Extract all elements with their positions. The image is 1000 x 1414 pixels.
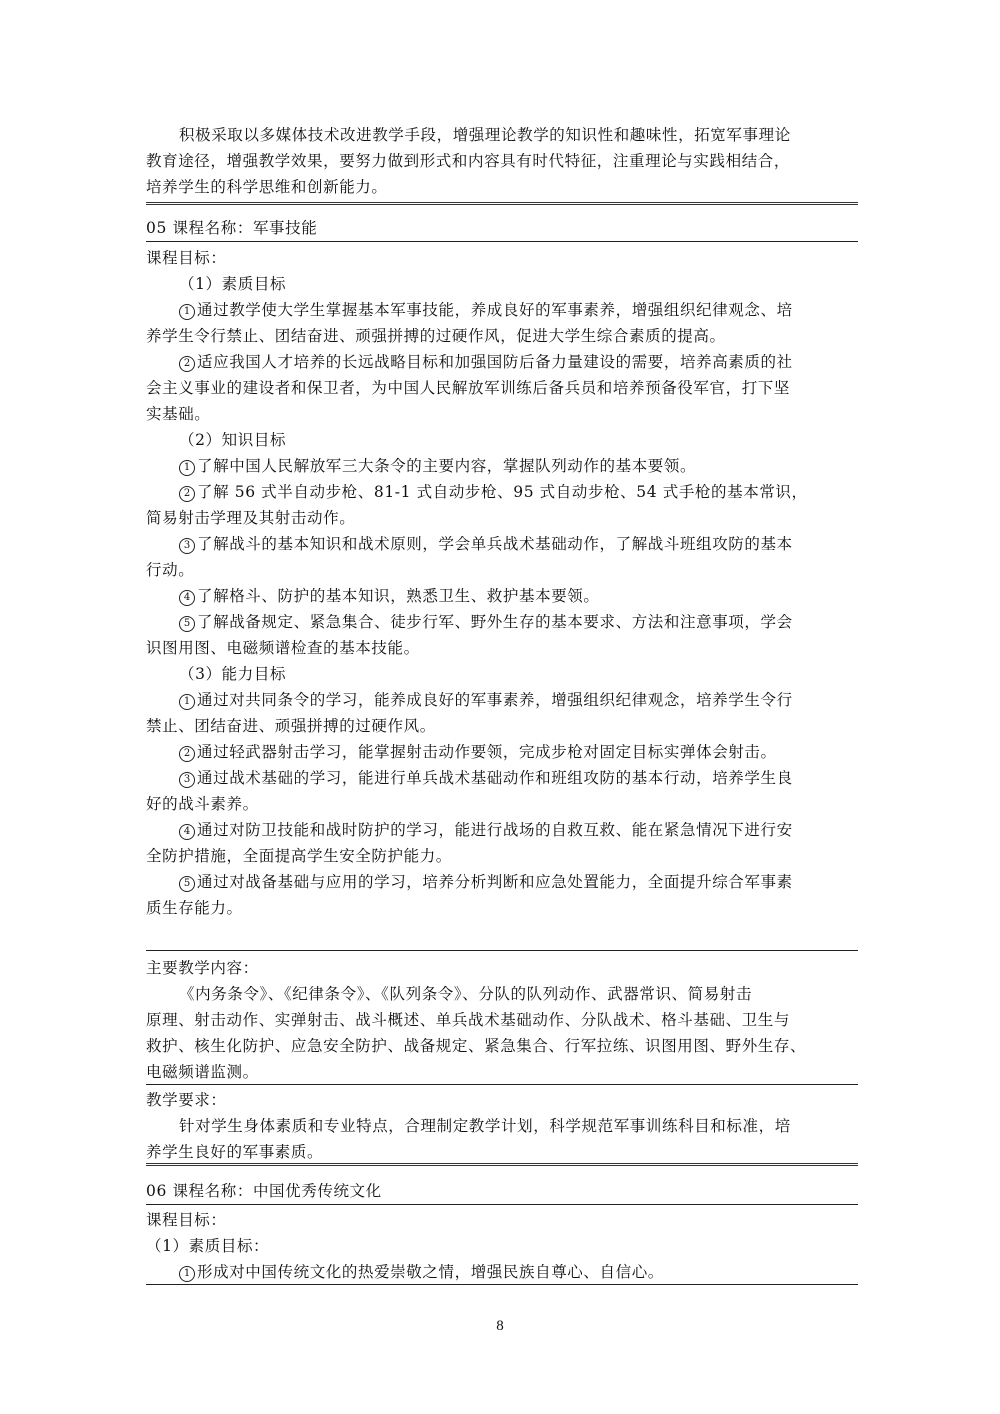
- section-divider: [146, 950, 858, 951]
- ability-goal-title: （3）能力目标: [179, 665, 287, 683]
- section-divider: [146, 202, 858, 209]
- intro-line: 积极采取以多媒体技术改进教学手段，增强理论教学的知识性和趣味性，拓宽军事理论: [179, 126, 791, 144]
- goal-item: 1 了解中国人民解放军三大条令的主要内容，掌握队列动作的基本要领。: [146, 453, 858, 479]
- content-line: 原理、射击动作、实弹射击、战斗概述、单兵战术基础动作、分队战术、格斗基础、卫生与: [146, 1011, 791, 1029]
- course-06-title: 06 课程名称：中国优秀传统文化: [146, 1182, 382, 1200]
- goal-item-cont: 全防护措施，全面提高学生安全防护能力。: [146, 847, 452, 865]
- content-label: 主要教学内容：: [146, 959, 259, 977]
- title-underline: [146, 1204, 858, 1205]
- page-number: 8: [496, 1318, 504, 1334]
- goal-item: 4 通过对防卫技能和战时防护的学习，能进行战场的自救互救、能在紧急情况下进行安: [146, 817, 858, 843]
- goal-label: 课程目标：: [146, 249, 227, 267]
- circled-number: 1: [179, 694, 195, 710]
- section-divider: [146, 1284, 858, 1285]
- circled-number: 1: [179, 1266, 195, 1282]
- circled-number: 2: [179, 356, 195, 372]
- goal-item: 1 形成对中国传统文化的热爱崇敬之情，增强民族自尊心、自信心。: [146, 1259, 858, 1285]
- intro-line: 培养学生的科学思维和创新能力。: [146, 178, 388, 196]
- knowledge-goal-title: （2）知识目标: [179, 431, 287, 449]
- quality-goal-title: （1）素质目标：: [146, 1237, 270, 1255]
- content-line: 电磁频谱监测。: [146, 1063, 259, 1081]
- goal-item: 4 了解格斗、防护的基本知识，熟悉卫生、救护基本要领。: [146, 583, 858, 609]
- circled-number: 2: [179, 746, 195, 762]
- goal-item: 2 了解 56 式半自动步枪、81-1 式自动步枪、95 式自动步枪、54 式手枪的基本常识，: [146, 479, 858, 505]
- goal-item: 2 适应我国人才培养的长远战略目标和加强国防后备力量建设的需要，培养高素质的社: [146, 349, 858, 375]
- circled-number: 4: [179, 824, 195, 840]
- goal-item-cont: 实基础。: [146, 405, 211, 423]
- circled-number: 4: [179, 590, 195, 606]
- goal-item: 3 了解战斗的基本知识和战术原则，学会单兵战术基础动作，了解战斗班组攻防的基本: [146, 531, 858, 557]
- section-divider: [146, 1084, 858, 1085]
- goal-item: 2 通过轻武器射击学习，能掌握射击动作要领，完成步枪对固定目标实弹体会射击。: [146, 739, 858, 765]
- goal-item: 1 通过对共同条令的学习，能养成良好的军事素养，增强组织纪律观念，培养学生令行: [146, 687, 858, 713]
- goal-item-cont: 会主义事业的建设者和保卫者，为中国人民解放军训练后备兵员和培养预备役军官，打下坚: [146, 379, 791, 397]
- goal-item-cont: 质生存能力。: [146, 899, 243, 917]
- requirements-label: 教学要求：: [146, 1091, 227, 1109]
- circled-number: 5: [179, 876, 195, 892]
- circled-number: 2: [179, 486, 195, 502]
- goal-item: 1 通过教学使大学生掌握基本军事技能，养成良好的军事素养，增强组织纪律观念、培: [146, 297, 858, 323]
- section-divider: [146, 1163, 858, 1170]
- intro-line: 教育途径，增强教学效果，要努力做到形式和内容具有时代特征，注重理论与实践相结合，: [146, 152, 791, 170]
- goal-item-cont: 养学生令行禁止、团结奋进、顽强拼搏的过硬作风，促进大学生综合素质的提高。: [146, 327, 726, 345]
- goal-item-cont: 好的战斗素养。: [146, 795, 259, 813]
- circled-number: 1: [179, 304, 195, 320]
- circled-number: 1: [179, 460, 195, 476]
- content-line: 《内务条令》、《纪律条令》、《队列条令》、分队的队列动作、武器常识、简易射击: [179, 985, 753, 1003]
- content-line: 救护、核生化防护、应急安全防护、战备规定、紧急集合、行军拉练、识图用图、野外生存、: [146, 1037, 807, 1055]
- circled-number: 3: [179, 538, 195, 554]
- requirements-line: 针对学生身体素质和专业特点，合理制定教学计划，科学规范军事训练科目和标准，培: [179, 1117, 791, 1135]
- quality-goal-title: （1）素质目标: [179, 275, 287, 293]
- circled-number: 5: [179, 616, 195, 632]
- goal-item-cont: 行动。: [146, 561, 195, 579]
- goal-item: 5 了解战备规定、紧急集合、徒步行军、野外生存的基本要求、方法和注意事项，学会: [146, 609, 858, 635]
- course-05-title: 05 课程名称：军事技能: [146, 219, 318, 237]
- goal-item-cont: 识图用图、电磁频谱检查的基本技能。: [146, 639, 420, 657]
- goal-item: 5 通过对战备基础与应用的学习，培养分析判断和应急处置能力，全面提升综合军事素: [146, 869, 858, 895]
- goal-item-cont: 简易射击学理及其射击动作。: [146, 509, 356, 527]
- goal-label: 课程目标：: [146, 1211, 227, 1229]
- goal-item-cont: 禁止、团结奋进、顽强拼搏的过硬作风。: [146, 717, 436, 735]
- circled-number: 3: [179, 772, 195, 788]
- requirements-line: 养学生良好的军事素质。: [146, 1143, 324, 1161]
- goal-item: 3 通过战术基础的学习，能进行单兵战术基础动作和班组攻防的基本行动，培养学生良: [146, 765, 858, 791]
- title-underline: [146, 241, 858, 242]
